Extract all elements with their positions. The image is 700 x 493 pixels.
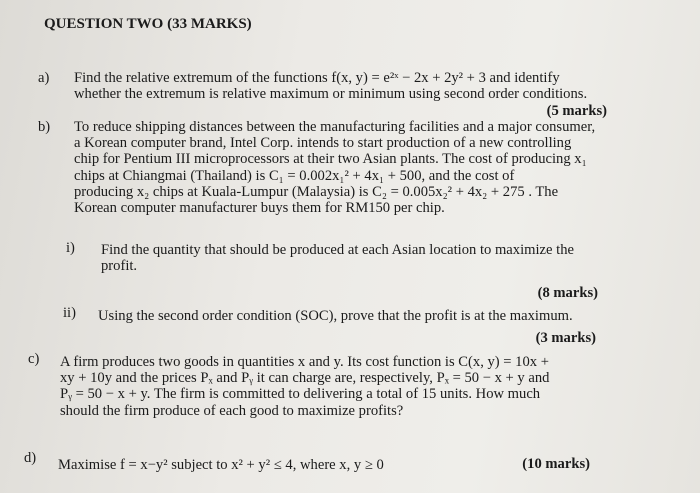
- part-c-line: A firm produces two goods in quantities x and y. Its cost function is C(x, y) = 10x +: [60, 354, 549, 370]
- part-b-ii-line-1: Using the second order condition (SOC), prove that the profit is at the maximum.: [98, 308, 573, 324]
- part-d-label: d): [24, 450, 37, 466]
- part-b-line: chips at Chiangmai (Thailand) is C₁ = 0.002x₁² + 4x₁ + 500, and the cost of: [74, 167, 515, 184]
- part-b-line: a Korean computer brand, Intel Corp. intends to start production of a new controlling: [74, 135, 572, 152]
- part-a-label: a): [38, 70, 50, 86]
- part-c-label: c): [28, 351, 40, 367]
- part-b-ii-marks: (3 marks): [535, 330, 596, 346]
- part-b-i-line-2: profit.: [101, 258, 138, 274]
- part-d-marks: (10 marks): [522, 456, 590, 472]
- page-title: QUESTION TWO (33 MARKS): [44, 16, 252, 32]
- part-b-i-label: i): [66, 240, 75, 256]
- part-a-line-2: whether the extremum is relative maximum or minimum using second order conditions.: [74, 86, 588, 102]
- part-b-i-line-1: Find the quantity that should be produced at each Asian location to maximize the: [101, 242, 574, 258]
- part-c-line: should the firm produce of each good to maximize profits?: [60, 402, 404, 419]
- part-b-ii-label: ii): [63, 305, 76, 321]
- part-c-line: Pᵧ = 50 − x + y. The firm is committed to delivering a total of 15 units. How much: [60, 386, 541, 403]
- part-b-line: To reduce shipping distances between the manufacturing facilities and a major consumer,: [74, 119, 596, 135]
- part-c-line: xy + 10y and the prices Pₓ and Pᵧ it can charge are, respectively, Pₓ = 50 − x + y and: [60, 370, 550, 387]
- part-a-line-1: Find the relative extremum of the functions f(x, y) = e²ˣ − 2x + 2y² + 3 and identify: [74, 70, 560, 86]
- part-b-i-marks: (8 marks): [537, 285, 598, 301]
- part-b-paragraph: [74, 119, 609, 216]
- part-b-line: producing x₂ chips at Kuala-Lumpur (Malaysia) is C₂ = 0.005x₂² + 4x₂ + 275 . The: [74, 183, 559, 200]
- part-b-line: Korean computer manufacturer buys them for RM150 per chip.: [74, 200, 445, 217]
- part-c-paragraph: [60, 354, 600, 419]
- part-b-line: chip for Pentium III microprocessors at their two Asian plants. The cost of producing x₁: [74, 151, 587, 168]
- part-d-line-1: Maximise f = x−y² subject to x² + y² ≤ 4, where x, y ≥ 0: [58, 457, 384, 473]
- part-b-label: b): [38, 119, 51, 135]
- part-a-marks: (5 marks): [546, 103, 607, 119]
